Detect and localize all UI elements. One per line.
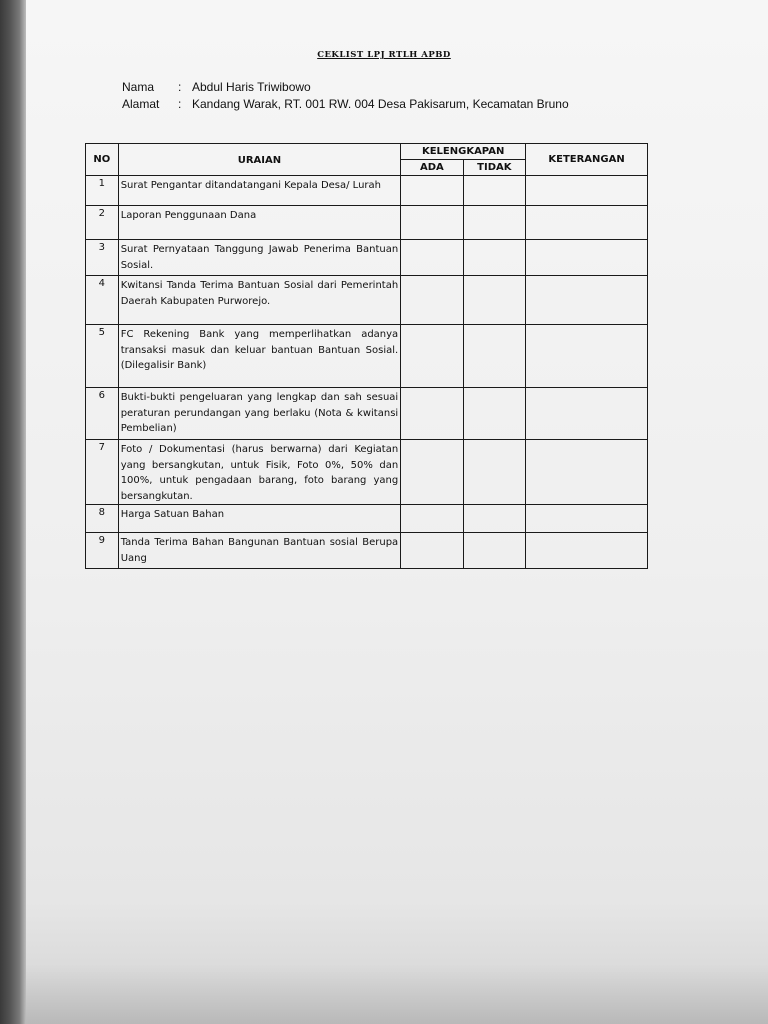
header-tidak: TIDAK xyxy=(463,160,526,176)
info-name-row xyxy=(122,80,311,94)
table-row xyxy=(86,240,648,276)
header-keterangan: KETERANGAN xyxy=(526,144,648,176)
cell-ada xyxy=(401,325,463,388)
table-row xyxy=(86,176,648,206)
table-row xyxy=(86,325,648,388)
row-number: 6 xyxy=(86,388,119,440)
cell-keterangan xyxy=(526,505,648,533)
row-uraian: Tanda Terima Bahan Bangunan Bantuan sosial Berupa Uang xyxy=(118,533,401,569)
cell-keterangan xyxy=(526,325,648,388)
header-no: NO xyxy=(86,144,119,176)
document-title: CEKLIST LPJ RTLH APBD xyxy=(317,50,451,60)
checklist-table xyxy=(85,143,648,569)
row-uraian: Kwitansi Tanda Terima Bantuan Sosial dari Pemerintah Daerah Kabupaten Purworejo. xyxy=(118,276,401,325)
cell-ada xyxy=(401,505,463,533)
cell-ada xyxy=(401,276,463,325)
row-uraian: Surat Pengantar ditandatangani Kepala Desa/ Lurah xyxy=(118,176,401,206)
scan-bottom-shade xyxy=(26,964,768,1024)
name-value: Abdul Haris Triwibowo xyxy=(192,80,311,94)
header-ada: ADA xyxy=(401,160,463,176)
cell-keterangan xyxy=(526,388,648,440)
address-value: Kandang Warak, RT. 001 RW. 004 Desa Pakisarum, Kecamatan Bruno xyxy=(192,97,569,111)
row-uraian: FC Rekening Bank yang memperlihatkan adanya transaksi masuk dan keluar bantuan Bantuan Sosial. (Dilegalisir Bank) xyxy=(118,325,401,388)
header-kelengkapan: KELENGKAPAN xyxy=(401,144,526,160)
row-uraian: Laporan Penggunaan Dana xyxy=(118,206,401,240)
address-colon: : xyxy=(178,97,182,111)
row-number: 5 xyxy=(86,325,119,388)
cell-keterangan xyxy=(526,533,648,569)
row-number: 9 xyxy=(86,533,119,569)
table-row xyxy=(86,505,648,533)
cell-tidak xyxy=(463,176,526,206)
table-row xyxy=(86,440,648,505)
scan-edge xyxy=(0,0,26,1024)
row-number: 2 xyxy=(86,206,119,240)
cell-tidak xyxy=(463,276,526,325)
cell-keterangan xyxy=(526,176,648,206)
cell-tidak xyxy=(463,505,526,533)
cell-tidak xyxy=(463,440,526,505)
cell-ada xyxy=(401,388,463,440)
cell-ada xyxy=(401,206,463,240)
table-row xyxy=(86,206,648,240)
cell-ada xyxy=(401,240,463,276)
row-uraian: Foto / Dokumentasi (harus berwarna) dari Kegiatan yang bersangkutan, untuk Fisik, Foto 0%, 50% dan 100%, untuk pengadaan barang, foto barang yang bersangkutan. xyxy=(118,440,401,505)
table-row xyxy=(86,388,648,440)
cell-tidak xyxy=(463,325,526,388)
address-label: Alamat xyxy=(122,97,160,111)
table-row xyxy=(86,533,648,569)
row-number: 8 xyxy=(86,505,119,533)
row-number: 7 xyxy=(86,440,119,505)
row-number: 1 xyxy=(86,176,119,206)
cell-ada xyxy=(401,440,463,505)
cell-ada xyxy=(401,533,463,569)
cell-tidak xyxy=(463,533,526,569)
cell-keterangan xyxy=(526,206,648,240)
table-row xyxy=(86,276,648,325)
row-number: 4 xyxy=(86,276,119,325)
cell-keterangan xyxy=(526,440,648,505)
name-label: Nama xyxy=(122,80,155,94)
cell-keterangan xyxy=(526,276,648,325)
cell-tidak xyxy=(463,206,526,240)
header-uraian: URAIAN xyxy=(118,144,401,176)
info-address-row xyxy=(122,97,569,111)
name-colon: : xyxy=(178,80,182,94)
row-uraian: Bukti-bukti pengeluaran yang lengkap dan sah sesuai peraturan perundangan yang berlaku (Nota & kwitansi Pembelian) xyxy=(118,388,401,440)
cell-ada xyxy=(401,176,463,206)
row-number: 3 xyxy=(86,240,119,276)
cell-keterangan xyxy=(526,240,648,276)
cell-tidak xyxy=(463,240,526,276)
cell-tidak xyxy=(463,388,526,440)
row-uraian: Surat Pernyataan Tanggung Jawab Penerima Bantuan Sosial. xyxy=(118,240,401,276)
row-uraian: Harga Satuan Bahan xyxy=(118,505,401,533)
